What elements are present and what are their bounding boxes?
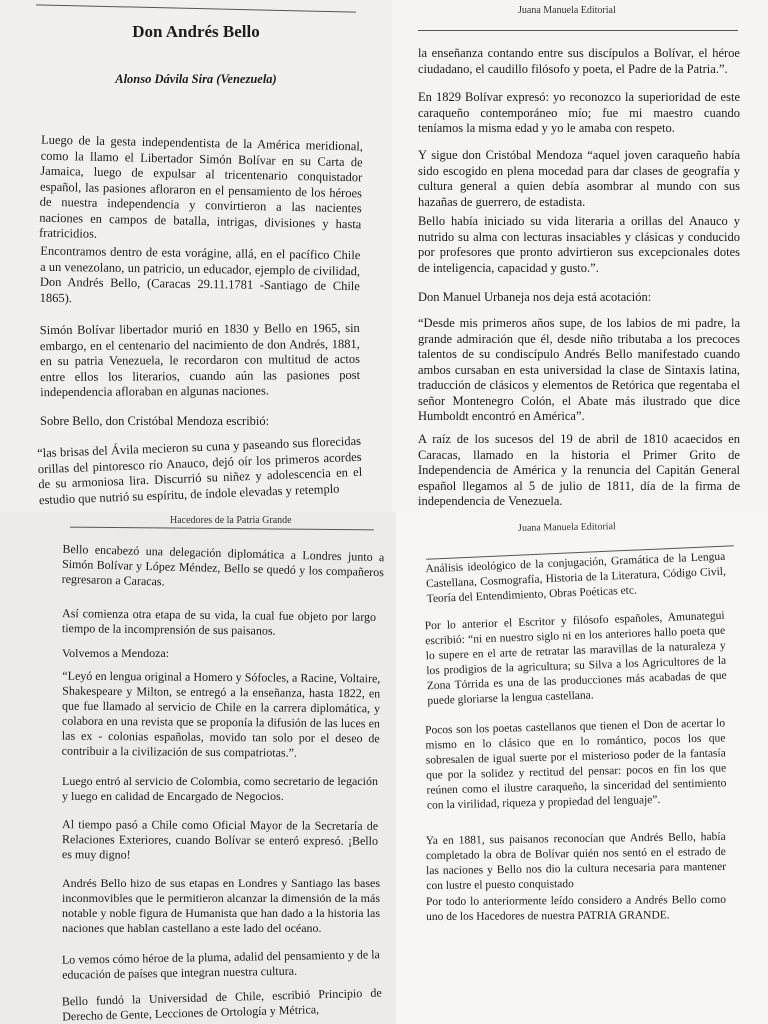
- paragraph: “Leyó en lengua original a Homero y Sófocles, a Racine, Voltaire, Shakespeare y Milton, se entregó a la enseñanza, hasta 1822, en que fue llamado al servicio de Chile en la carrera diplomática, y colabora en una revista que se proponía la difusión de las luces en las ex - colonias españolas, movido tan solo por el deseo de contribuir a la civilización de sus compatriotas.”.: [61, 668, 381, 760]
- paragraph: Luego entró al servicio de Colombia, como secretario de legación y luego en calidad de Encargado de Negocios.: [62, 774, 378, 803]
- paragraph: Análisis ideológico de la conjugación, Gramática de la Lengua Castellana, Cosmografía, Historia de la Literatura, Código Civil, Teoría del Entendimiento, Obras Poéticas etc.: [425, 550, 727, 606]
- paragraph: Bello encabezó una delegación diplomática a Londres junto a Simón Bolívar y López Méndez, Bello se quedó y los compañeros regresaron a Caracas.: [61, 541, 385, 589]
- paragraph: Encontramos dentro de esta vorágine, allá, en el pacífico Chile a un venezolano, un patricio, un educador, ejemplo de civilidad, Don Andrés Bello, (Caracas 29.11.1781 -Santiago de Chile 1865).: [39, 243, 361, 305]
- paragraph: Por lo anterior el Escritor y filósofo españoles, Amunategui escribió: “ni en nuestro siglo ni en los anteriores hallo poeta que lo supere en el arte de retratar las maravillas de la naturaleza y los prodigios de la agricultura; su Silva a los Agricultores de la Zona Tórrida es una de las producciones más acabadas de que puede gloriarse la lengua castellana.: [424, 609, 727, 708]
- paragraph: A raíz de los sucesos del 19 de abril de 1810 acaecidos en Caracas, llamado en la historia el Primer Grito de Independencia de América y la renuncia del Capitán General español llegamos al 5 de julio de 1811, día de la firma de independencia de Venezuela.: [418, 432, 740, 508]
- article-title: Don Andrés Bello: [132, 22, 260, 41]
- paragraph: Y sigue don Cristóbal Mendoza “aquel joven caraqueño había sido escogido en plena mocedad para dar clases de geografía y cultura general a quien debía asombrar al mundo con sus hazañas de guerrero, de estadista.: [418, 148, 740, 209]
- header-rule: [36, 4, 356, 12]
- paragraph: “las brisas del Ávila mecieron su cuna y paseando sus florecidas orillas del pintoresco río Anauco, dejó oír los primeros acordes de su armoniosa lira. Discurrió su niñez y adolescencia en el estudio que nutrió su espíritu, de índole elevadas y retemplo: [36, 433, 363, 507]
- paragraph: Volvemos a Mendoza:: [62, 646, 170, 660]
- page-top-right: [392, 0, 768, 512]
- paragraph: Por todo lo anteriormente leído considero a Andrés Bello como uno de los Hacedores de nuestra PATRIA GRANDE.: [425, 893, 726, 924]
- running-header: Juana Manuela Editorial: [518, 5, 616, 16]
- header-rule: [70, 527, 374, 531]
- paragraph: Bello había iniciado su vida literaria a orillas del Anauco y nutrido su alma con lecturas insaciables y clásicas y conducido por profesores que pronto advirtieron sus excepcionales dotes de inteligencia, capacidad y gusto.”.: [418, 214, 740, 275]
- paragraph: la enseñanza contando entre sus discípulos a Bolívar, el héroe ciudadano, el caudillo filósofo y poeta, el Padre de la Patria.”.: [418, 46, 740, 76]
- paragraph: Pocos son los poetas castellanos que tienen el Don de acertar lo mismo en lo clásico que en lo romántico, pocos los que sobresalen de igual suerte por el misterioso poder de la fantasía que por la solidez y rectitud del pensar: pocos en fin los que reúnen como el ilustre caraqueño, la sinceridad del sentimiento con la virilidad, riqueza y propiedad del lenguaje”.: [424, 717, 727, 812]
- paragraph: Luego de la gesta independentista de la América meridional, como la llamo el Libertador Simón Bolívar en su Carta de Jamaica, luego de expulsar al tricentenario conquistador español, las pasiones afloraron en el pensamiento de los héroes de nuestra independencia y convirtieron a las nacientes naciones en campos de batalla, intrigas, divisiones y hasta fratricidios.: [38, 132, 364, 241]
- page-top-left: [0, 0, 392, 512]
- paragraph: Bello fundó la Universidad de Chile, escribió Principio de Derecho de Gente, Lecciones de Ortología y Métrica,: [61, 985, 382, 1024]
- paragraph: Lo vemos cómo héroe de la pluma, adalid del pensamiento y de la educación de países que integran nuestra cultura.: [61, 947, 380, 982]
- paragraph: “Desde mis primeros años supe, de los labios de mi padre, la grande admiración que él, desde niño tributaba a los precoces talentos de su condiscípulo Andrés Bello manifestado cuando ambos cursaban en esta universidad la clase de Sintaxis latina, traducción de clásicos y elementos de Retórica que regentaba el señor Montenegro Colón, el Abate más ilustrado que dice Humboldt encontró en América”.: [418, 316, 740, 423]
- running-header: Juana Manuela Editorial: [517, 521, 616, 534]
- paragraph: Al tiempo pasó a Chile como Oficial Mayor de la Secretaría de Relaciones Exteriores, cuando Bolívar se enteró expresó. ¡Bello es muy digno!: [61, 817, 379, 862]
- paragraph: Ya en 1881, sus paisanos reconocían que Andrés Bello, había completado la obra de Bolívar quién nos sentó en el estrado de las naciones y Bello nos dio la cultura necesaria para mantener con lustre el puesto conquistado: [425, 830, 727, 893]
- paragraph: Don Manuel Urbaneja nos deja está acotación:: [418, 290, 652, 304]
- paragraph: Simón Bolívar libertador murió en 1830 y Bello en 1965, sin embargo, en el centenario del nacimiento de don Andrés, 1881, en su patria Venezuela, le recordaron con multitud de actos entre ellos los literarios, cuando aún las pasiones post independencia afloraban en algunas naciones.: [39, 320, 361, 400]
- running-header: Hacedores de la Patria Grande: [170, 515, 292, 526]
- paragraph: En 1829 Bolívar expresó: yo reconozco la superioridad de este caraqueño contemporáneo mío; fue mi maestro cuando teníamos la misma edad y yo le amaba con respeto.: [418, 90, 740, 135]
- page-bottom-right: [396, 512, 768, 1024]
- page-bottom-left: [0, 512, 396, 1024]
- article-author: Alonso Dávila Sira (Venezuela): [115, 72, 277, 86]
- paragraph: Andrés Bello hizo de sus etapas en Londres y Santiago las bases inconmovibles que le permitieron alcanzar la dimensión de la más notable y noble figura de Humanista que han dado a la historia las naciones que hablan castellano a este lado del océano.: [62, 876, 380, 935]
- paragraph: Sobre Bello, don Cristóbal Mendoza escribió:: [40, 414, 270, 428]
- paragraph: Así comienza otra etapa de su vida, la cual fue objeto por largo tiempo de la incomprensión de sus paisanos.: [61, 606, 377, 638]
- header-rule: [418, 30, 738, 31]
